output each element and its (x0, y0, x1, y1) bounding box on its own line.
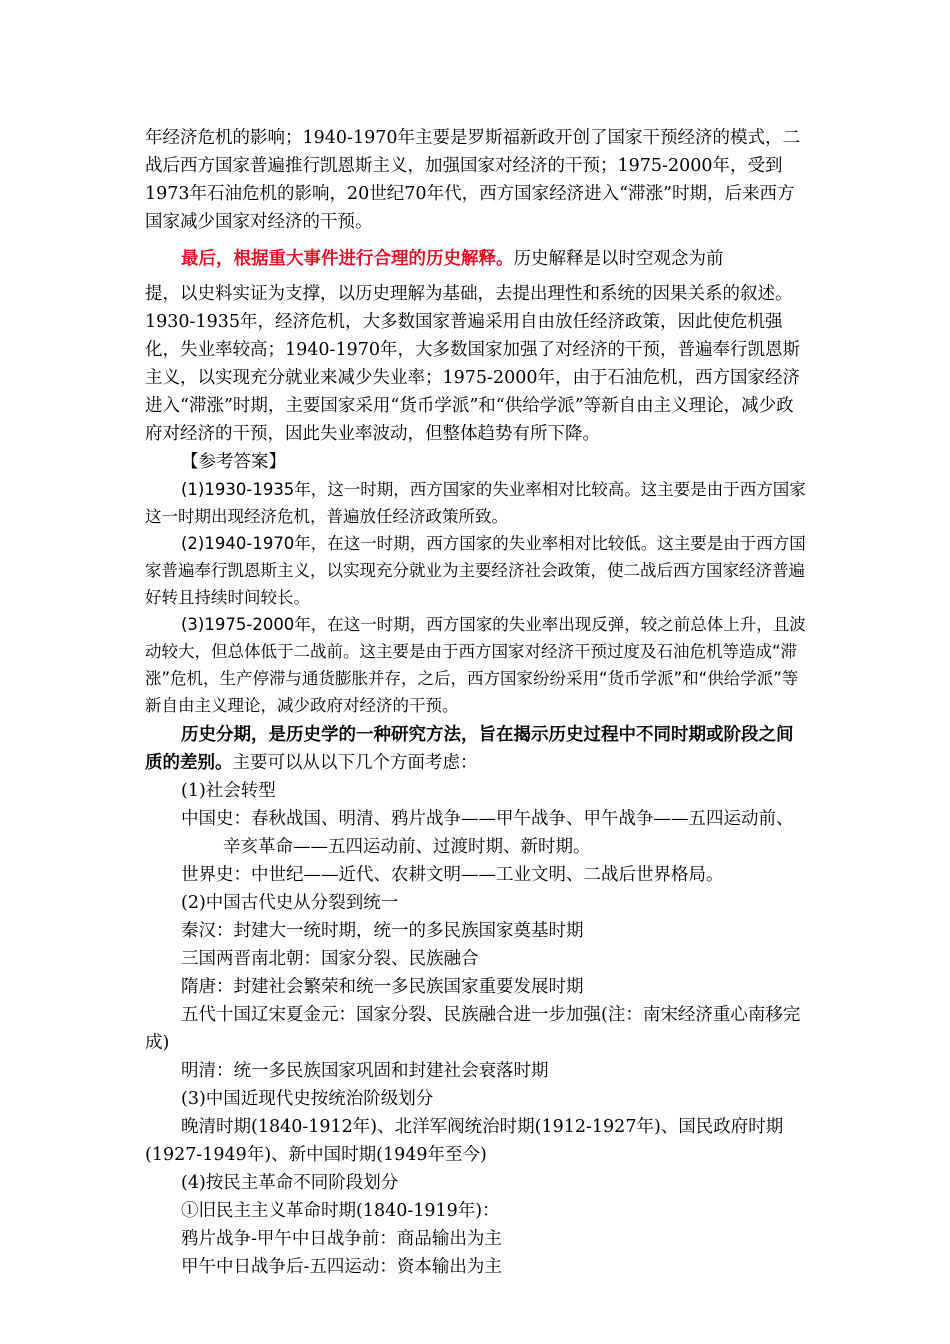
intro-paragraph: 年经济危机的影响；1940-1970年主要是罗斯福新政开创了国家干预经济的模式，二战后西方国家普遍推行凯恩斯主义，加强国家对经济的干预；1975-2000年，受到1973年石油危机的影响，20世纪70年代，西方国家经济进入“滞涨”时期，后来西方国家减少国家对经济的干预。 (145, 128, 800, 232)
periodization-bold: 历史分期，是历史学的一种研究方法，旨在揭示历史过程中不同时期或阶段之间质的差别。 (145, 725, 794, 773)
section-2-line-5: 明清：统一多民族国家巩固和封建社会衰落时期 (181, 1061, 549, 1081)
section-2-line-1: 秦汉：封建大一统时期，统一的多民族国家奠基时期 (181, 921, 584, 941)
section-4-line-2: 鸦片战争-甲午中日战争前：商品输出为主 (181, 1229, 502, 1249)
finally-continuation: 提，以史料实证为支撑，以历史理解为基础，去提出理性和系统的因果关系的叙述。1930-1935年，经济危机，大多数国家普遍采用自由放任经济政策，因此使危机强化，失业率较高；1940-1970年，大多数国家加强了对经济的干预，普遍奉行凯恩斯主义，以实现充分就业来减少失业率；1975-2000年，由于石油危机，西方国家经济进入“滞涨”时期，主要国家采用“货币学派”和“供给学派”等新自由主义理论，减少政府对经济的干预，因此失业率波动，但整体趋势有所下降。 (145, 284, 800, 444)
answer-item-3: (3)1975-2000年，在这一时期，西方国家的失业率出现反弹，较之前总体上升，且波动较大，但总体低于二战前。这主要是由于西方国家对经济干预过度及石油危机等造成“滞涨”危机，生产停滞与通货膨胀并存，之后，西方国家纷纷采用“货币学派”和“供给学派”等新自由主义理论，减少政府对经济的干预。 (145, 615, 806, 715)
section-2-line-3: 隋唐：封建社会繁荣和统一多民族国家重要发展时期 (181, 977, 584, 997)
section-2-line-2: 三国两晋南北朝：国家分裂、民族融合 (181, 949, 479, 969)
section-2-line-4: 五代十国辽宋夏金元：国家分裂、民族融合进一步加强(注：南宋经济重心南移完成) (145, 1005, 801, 1053)
finally-first-line (145, 244, 809, 274)
section-1-line-2: 世界史：中世纪——近代、农耕文明——工业文明、二战后世界格局。 (181, 865, 724, 885)
section-title-1: (1)社会转型 (181, 781, 276, 801)
section-1-line-1: 中国史：春秋战国、明清、鸦片战争——甲午战争、甲午战争——五四运动前、辛亥革命——五四运动前、过渡时期、新时期。 (181, 809, 794, 857)
periodization-paragraph (145, 721, 809, 777)
section-4-line-1: ①旧民主主义革命时期(1840-1919年)： (181, 1201, 500, 1221)
document-page (145, 124, 809, 1281)
section-3-line-1: 晚清时期(1840-1912年)、北洋军阀统治时期(1912-1927年)、国民政府时期(1927-1949年)、新中国时期(1949年至今) (145, 1117, 784, 1165)
section-title-4: (4)按民主革命不同阶段划分 (181, 1173, 399, 1193)
periodization-rest: 主要可以从以下几个方面考虑： (232, 753, 478, 773)
answer-item-2: (2)1940-1970年，在这一时期，西方国家的失业率相对比较低。这主要是由于西方国家普遍奉行凯恩斯主义，以实现充分就业为主要经济社会政策，使二战后西方国家经济普遍好转且持续时间较长。 (145, 534, 806, 607)
finally-paragraph (145, 244, 809, 448)
answer-label: 【参考答案】 (181, 452, 286, 472)
finally-lead-text: 最后，根据重大事件进行合理的历史解释。 (181, 249, 514, 269)
section-title-2: (2)中国古代史从分裂到统一 (181, 893, 399, 913)
finally-first-line-rest: 历史解释是以时空观念为前 (513, 249, 724, 269)
section-title-3: (3)中国近现代史按统治阶级划分 (181, 1089, 434, 1109)
section-4-line-3: 甲午中日战争后-五四运动：资本输出为主 (181, 1257, 502, 1277)
answer-item-1: (1)1930-1935年，这一时期，西方国家的失业率相对比较高。这主要是由于西方国家这一时期出现经济危机，普遍放任经济政策所致。 (145, 480, 806, 526)
